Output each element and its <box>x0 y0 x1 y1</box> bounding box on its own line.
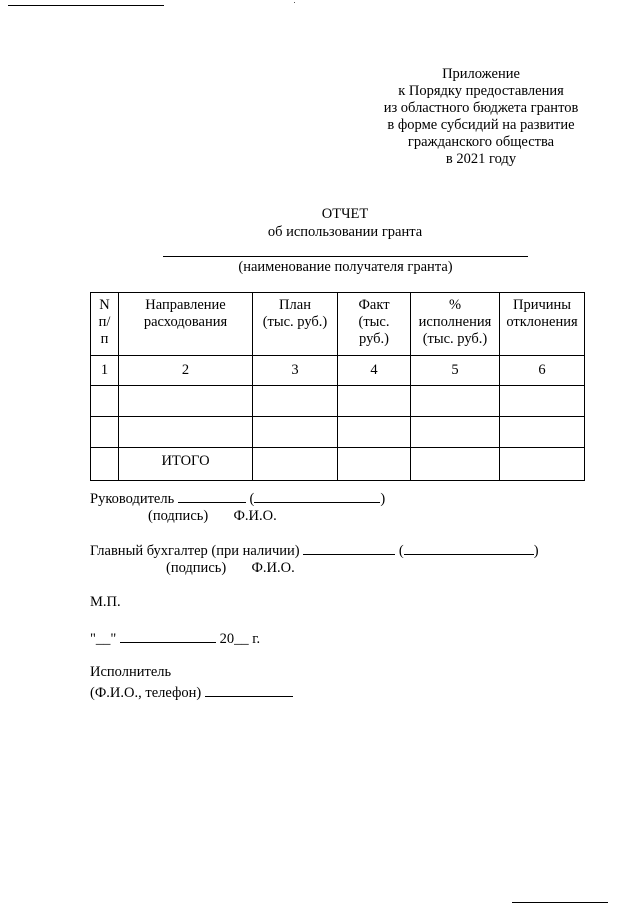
head-label: Руководитель <box>90 491 175 507</box>
caption-signature: (подпись) <box>148 508 209 524</box>
column-number: 1 <box>91 356 119 386</box>
date-year[interactable]: 20__ г. <box>219 631 261 647</box>
header-cell-percent <box>411 293 500 356</box>
date-month-line[interactable] <box>120 629 216 643</box>
header-text: п <box>100 331 109 347</box>
column-number: 6 <box>500 356 585 386</box>
table-cell[interactable] <box>91 417 119 448</box>
header-text: исполнения <box>418 314 492 330</box>
header-text: N <box>99 297 110 313</box>
column-number: 2 <box>119 356 253 386</box>
header-text: Факт <box>358 297 390 313</box>
accountant-label: Главный бухгалтер (при наличии) <box>90 543 300 559</box>
column-number: 3 <box>253 356 338 386</box>
report-table <box>90 292 585 481</box>
accountant-fio-line[interactable] <box>404 541 534 555</box>
table-cell[interactable] <box>500 386 585 417</box>
executor-label: Исполнитель <box>90 664 172 680</box>
table-row <box>91 386 585 417</box>
accountant-signature-line[interactable] <box>303 541 395 555</box>
appendix-line: к Порядку предоставления <box>398 83 564 99</box>
header-text: (тыс. руб.) <box>422 331 488 347</box>
total-row <box>91 448 585 481</box>
report-title: ОТЧЕТ <box>321 206 369 222</box>
header-cell-reasons <box>500 293 585 356</box>
column-number-row <box>91 356 585 386</box>
header-text: Направление <box>145 297 226 313</box>
head-fio-line[interactable] <box>254 489 380 503</box>
table-row <box>91 417 585 448</box>
header-text: (тыс. руб.) <box>262 314 328 330</box>
caption-fio: Ф.И.О. <box>251 560 295 576</box>
appendix-line: в форме субсидий на развитие <box>387 117 575 133</box>
appendix-line: в 2021 году <box>445 151 517 167</box>
total-label: ИТОГО <box>119 448 253 481</box>
header-cell-number <box>91 293 119 356</box>
table-cell[interactable] <box>253 448 338 481</box>
table-cell[interactable] <box>253 386 338 417</box>
header-text: Причины <box>512 297 572 313</box>
header-text: расходования <box>143 314 228 330</box>
appendix-block <box>350 66 612 168</box>
report-title-block <box>180 205 510 241</box>
report-subtitle: об использовании гранта <box>267 224 423 240</box>
header-text: % <box>448 297 462 313</box>
column-number: 4 <box>338 356 411 386</box>
table-cell[interactable] <box>411 448 500 481</box>
column-number: 5 <box>411 356 500 386</box>
paren-close: ) <box>380 491 386 507</box>
caption-fio: Ф.И.О. <box>233 508 277 524</box>
table-header-row <box>91 293 585 356</box>
caption-signature: (подпись) <box>166 560 227 576</box>
header-text: (тыс. <box>358 314 390 330</box>
table-cell[interactable] <box>411 386 500 417</box>
accountant-caption-row <box>166 560 295 577</box>
header-text: План <box>279 297 311 313</box>
table-cell[interactable] <box>411 417 500 448</box>
head-signature-row <box>90 489 385 508</box>
header-cell-plan <box>253 293 338 356</box>
executor-row <box>90 683 293 702</box>
paren-open: ( <box>398 543 404 559</box>
table-cell[interactable] <box>119 386 253 417</box>
table-cell[interactable] <box>500 448 585 481</box>
executor-contact-line[interactable] <box>205 683 293 697</box>
recipient-caption: (наименование получателя гранта) <box>238 259 453 275</box>
footer-rule <box>512 902 608 903</box>
header-text: руб.) <box>359 331 389 347</box>
date-row <box>90 629 260 648</box>
executor-contact-label: (Ф.И.О., телефон) <box>90 685 202 701</box>
table-cell[interactable] <box>91 448 119 481</box>
accountant-signature-row <box>90 541 539 560</box>
header-text: п/ <box>98 314 111 330</box>
scan-speck <box>294 2 295 3</box>
paren-close: ) <box>533 543 539 559</box>
recipient-name-line[interactable] <box>163 256 528 257</box>
stamp-label: М.П. <box>90 594 121 610</box>
header-text: отклонения <box>506 314 578 330</box>
table-cell[interactable] <box>253 417 338 448</box>
appendix-line: гражданского общества <box>407 134 555 150</box>
header-rule <box>8 5 164 6</box>
header-cell-direction <box>119 293 253 356</box>
table-cell[interactable] <box>338 386 411 417</box>
table-cell[interactable] <box>338 448 411 481</box>
table-cell[interactable] <box>338 417 411 448</box>
appendix-line: из областного бюджета грантов <box>383 100 579 116</box>
table-cell[interactable] <box>119 417 253 448</box>
paren-open: ( <box>249 491 255 507</box>
table-cell[interactable] <box>91 386 119 417</box>
head-signature-line[interactable] <box>178 489 246 503</box>
header-cell-fact <box>338 293 411 356</box>
head-caption-row <box>148 508 277 525</box>
date-day[interactable]: "__" <box>90 631 117 647</box>
appendix-line: Приложение <box>442 66 520 82</box>
table-cell[interactable] <box>500 417 585 448</box>
